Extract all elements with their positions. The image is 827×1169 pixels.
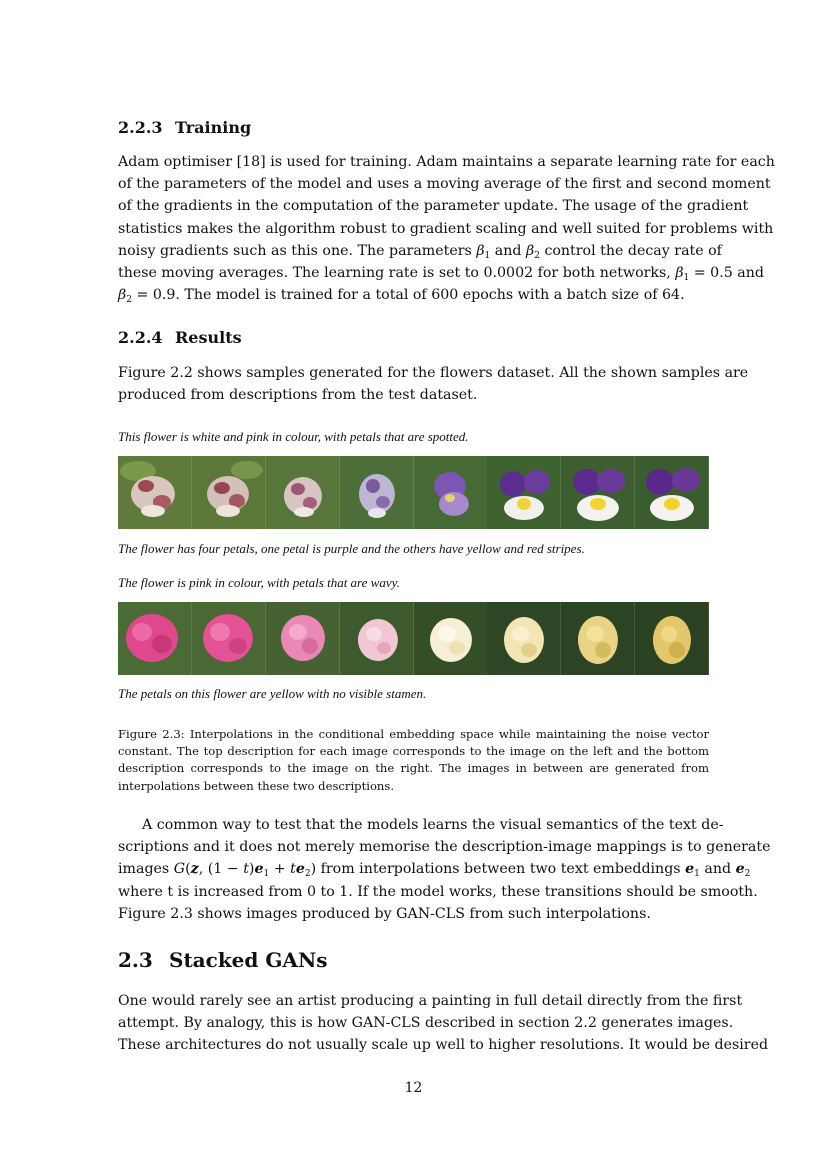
text-line: A common way to test that the models learns the visual semantics of the text de-	[142, 817, 724, 833]
generated-image	[635, 456, 709, 529]
text-line: One would rarely see an artist producing a painting in full detail directly from the first	[118, 993, 743, 1009]
section-number: 2.3	[118, 948, 153, 972]
interpolation-strip-1	[118, 456, 709, 529]
training-paragraph	[118, 151, 775, 306]
section-number: 2.2.3	[118, 118, 163, 137]
text-line: Adam optimiser [18] is used for training. Adam maintains a separate learning rate for each	[118, 154, 775, 170]
text-line: of the gradients in the computation of the parameter update. The usage of the gradient	[118, 198, 749, 215]
text-line: noisy gradients such as this one. The parameters $\beta_1$ and $\beta_2$ control the decay rate of	[118, 242, 722, 261]
section-number: 2.2.4	[118, 328, 163, 347]
text-line: scriptions and it does not merely memorise the description-image mappings is to generate	[118, 839, 771, 856]
text-line: statistics makes the algorithm robust to gradient scaling and well suited for problems with	[118, 220, 774, 237]
generated-image	[266, 602, 340, 675]
generated-image	[487, 602, 561, 675]
generated-image	[414, 602, 488, 675]
figure-bottom-description-1: The flower has four petals, one petal is purple and the others have yellow and red stripes.	[118, 541, 585, 556]
stacked-gans-paragraph	[118, 990, 769, 1057]
caption-line: Figure 2.3: Interpolations in the conditional embedding space while maintaining the noise vector	[118, 727, 709, 741]
caption-line: interpolations between these two descriptions.	[118, 778, 395, 793]
page-number: 12	[404, 1080, 423, 1096]
figure-top-description-1: This flower is white and pink in colour, with petals that are spotted.	[118, 429, 469, 444]
text-line: these moving averages. The learning rate is set to 0.0002 for both networks, $\beta_1 = 0.5$ and	[118, 265, 764, 284]
text-line: attempt. By analogy, this is how GAN-CLS described in section 2.2 generates images.	[118, 1015, 734, 1032]
generated-image	[561, 602, 635, 675]
section-title: Stacked GANs	[169, 948, 328, 972]
section-heading-stacked-gans	[118, 948, 328, 972]
generated-image	[487, 456, 561, 529]
figure-caption	[118, 726, 709, 795]
results-paragraph	[118, 362, 749, 406]
text-line: Figure 2.3 shows images produced by GAN-CLS from such interpolations.	[118, 905, 651, 922]
interpolation-paragraph	[118, 814, 771, 925]
text-line: of the parameters of the model and uses a moving average of the first and second moment	[118, 176, 771, 193]
figure-top-description-2: The flower is pink in colour, with petals that are wavy.	[118, 575, 400, 590]
generated-image	[118, 456, 192, 529]
text-line: Figure 2.2 shows samples generated for the flowers dataset. All the shown samples are	[118, 365, 749, 381]
caption-line: constant. The top description for each image corresponds to the image on the left and the bottom	[118, 744, 709, 759]
generated-image	[561, 456, 635, 529]
figure-bottom-description-2: The petals on this flower are yellow with no visible stamen.	[118, 686, 427, 701]
text-line: produced from descriptions from the test dataset.	[118, 387, 478, 404]
section-title: Results	[175, 328, 242, 347]
text-line: images G(z, $(1 - t)e_1 + te_2$) from interpolations between two text embeddings $e_1$ and $e_2$	[118, 861, 751, 880]
section-heading-training	[118, 118, 251, 137]
generated-image	[266, 456, 340, 529]
generated-image	[340, 602, 414, 675]
text-line: $\beta_2 = 0.9$. The model is trained for a total of 600 epochs with a batch size of 64.	[118, 287, 685, 306]
interpolation-strip-2	[118, 602, 709, 675]
section-heading-results	[118, 328, 242, 347]
text-line: where t is increased from 0 to 1. If the model works, these transitions should be smooth.	[118, 883, 758, 900]
caption-line: description corresponds to the image on the right. The images in between are generated from	[118, 761, 709, 776]
generated-image	[414, 456, 488, 529]
generated-image	[118, 602, 192, 675]
generated-image	[340, 456, 414, 529]
generated-image	[635, 602, 709, 675]
generated-image	[192, 602, 266, 675]
section-title: Training	[175, 118, 252, 137]
generated-image	[192, 456, 266, 529]
text-line: These architectures do not usually scale up well to higher resolutions. It would be desired	[118, 1037, 769, 1054]
